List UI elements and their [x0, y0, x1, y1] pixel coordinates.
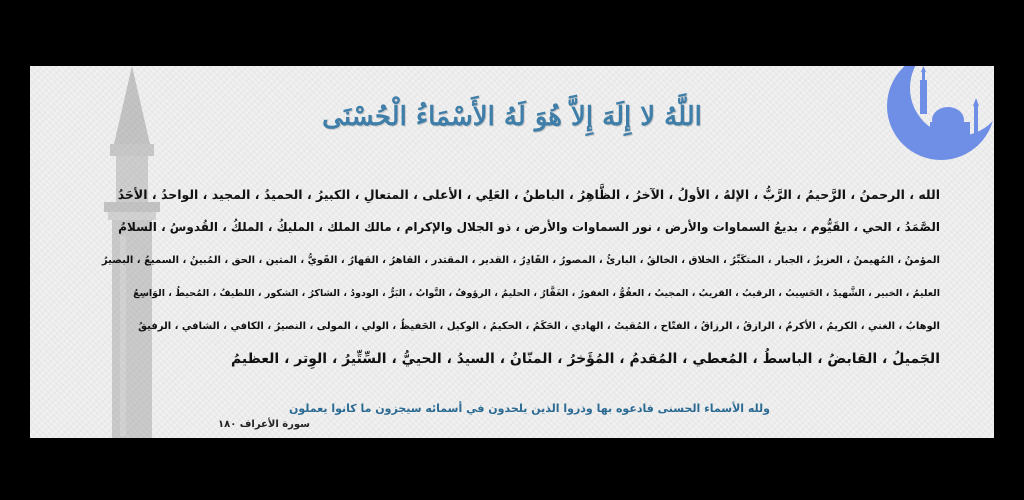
- names-line: الوهابُ ، الغني ، الكريمُ ، الأكرمُ ، الرازقُ ، الرزاقُ ، الفتّاح ، المُقيتُ ، الهادي ، الحَكَمُ ، الحكيمُ ، الوكيل ، الحَفيظُ ، الولي ، المولى ، النصيرُ ، الكافي ، الشافي ، الرفيقُ: [138, 321, 940, 332]
- quran-verse: ولله الأسماء الحسنى فادعوه بها وذروا الذين يلحدون في أسمائه سيجزون ما كانوا يعملون: [289, 402, 770, 415]
- names-line: العليمُ ، الخبير ، الشَّهيدُ ، الحَسِيبُ ، الرقيبُ ، القريبُ ، المجيبُ ، العفُوُّ ، الغفورُ ، الغَفَّارُ ، الحليمُ ، الرؤوفُ ، التَّوابُ ، البَرُّ ، الودودُ ، الشاكرُ ، الشكور ، اللطيفُ ، المُحيطُ ، الوَاسِعُ: [133, 288, 940, 299]
- names-line: الصَّمَدُ ، الحي ، القَيُّوم ، بديعُ السماوات والأرض ، نور السماوات والأرض ، ذو الجلال والإكرام ، مالك الملك ، المليكُ ، الملكُ ، القُدوسُ ، السلامُ: [118, 220, 940, 234]
- verse-reference: سورة الأعراف ١٨٠: [217, 419, 310, 430]
- names-panel: [30, 66, 994, 438]
- names-list: [100, 178, 940, 376]
- names-line: الله ، الرحمنُ ، الرَّحيمُ ، الرَّبُّ ، الإلهُ ، الأولُ ، الآخرُ ، الظَّاهِرُ ، الباطنُ ، العَلِي ، الأعلى ، المتعالِ ، الكبيرُ ، الحميدُ ، المجيد ، الواحدُ ، الأحَدُ: [117, 187, 940, 202]
- names-line: المؤمنُ ، المُهيمنُ ، العزيزُ ، الجبار ، المتكَبِّرُ ، الخلاق ، الخالقُ ، البارئُ ، المصورُ ، القَادِرُ ، القدير ، المقتدر ، القاهرُ ، القهارُ ، القَويُّ ، المتين ، الحق ، المُبينُ ، السميعُ ، البصيرُ: [101, 255, 940, 266]
- page-title: اللَّهُ لا إِلَهَ إِلاَّ هُوَ لَهُ الأَسْمَاءُ الْحُسْنَى: [322, 102, 702, 132]
- names-line: الجَميلُ ، القابضُ ، الباسطُ ، المُعطي ، المُقدمُ ، المُؤَخرُ ، المنّانُ ، السيدُ ، الحييُّ ، السِّتِّيرُ ، الوِتر ، العظيمُ: [230, 351, 940, 367]
